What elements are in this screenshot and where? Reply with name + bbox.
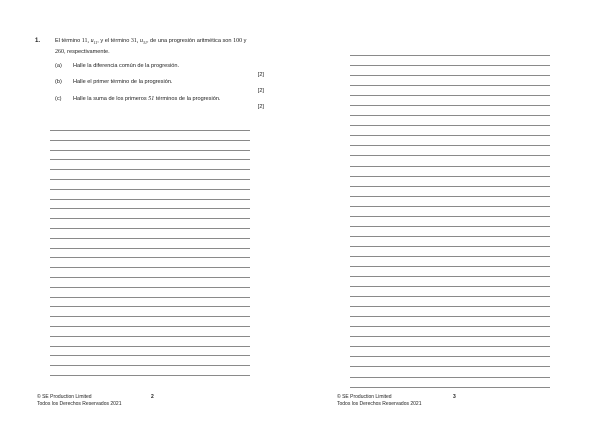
answer-line [50,218,250,219]
answer-line [50,130,250,131]
answer-line [50,365,250,366]
question-stem: El término 11, $u_{11}$, y el término 31, $u_{31}$, de una progresión aritmética son 100 y 260, respectivamente. [55,38,247,55]
answer-line [350,366,550,367]
answer-line [350,316,550,317]
answer-lines-right [350,55,550,397]
answer-line [350,145,550,146]
marks-b: [2] [257,88,264,94]
answer-line [50,336,250,337]
answer-line [50,267,250,268]
answer-line [350,377,550,378]
answer-line [350,387,550,388]
marks-c: [2] [257,104,264,110]
answer-line [50,316,250,317]
answer-line [50,169,250,170]
answer-line [350,55,550,56]
answer-line [50,326,250,327]
answer-line [50,208,250,209]
answer-line [350,115,550,116]
answer-line [350,286,550,287]
page-number-left: 2 [151,394,154,400]
answer-line [350,296,550,297]
answer-line [50,189,250,190]
footer-left: © SE Production Limited Todos los Derechos Reservados 2021 [37,394,122,407]
answer-line [350,326,550,327]
answer-lines-left [50,130,250,385]
answer-line [350,166,550,167]
answer-line [350,216,550,217]
answer-line [350,95,550,96]
answer-line [350,356,550,357]
answer-line [50,297,250,298]
answer-line [50,179,250,180]
answer-line [50,277,250,278]
answer-line [50,238,250,239]
page-left: 1. El término 11, $u_{11}$, y el término 31, $u_{31}$, de una progresión aritmética son 100 y 260, respectivamente. (a) Halle la diferencia común de la progresión. [2] (b) Halle el primer término de la progresión. [2] (c) Halle la suma de los primeros 51 términos de la progresión. [2] © SE Production Limited Todos los Derechos Reservados 2021 2 [0,0,300,424]
answer-line [350,135,550,136]
answer-line [350,336,550,337]
answer-line [350,256,550,257]
answer-line [50,228,250,229]
answer-line [50,159,250,160]
answer-line [50,248,250,249]
answer-line [350,186,550,187]
answer-line [50,346,250,347]
answer-line [350,236,550,237]
answer-line [50,355,250,356]
answer-line [350,75,550,76]
answer-line [50,199,250,200]
answer-line [350,206,550,207]
answer-line [350,266,550,267]
answer-line [350,196,550,197]
answer-line [350,246,550,247]
answer-line [350,155,550,156]
marks-a: [2] [257,72,264,78]
answer-line [350,306,550,307]
answer-line [50,375,250,376]
question-number: 1. [35,38,41,44]
answer-line [50,150,250,151]
answer-line [350,85,550,86]
answer-line [350,276,550,277]
answer-line [350,65,550,66]
answer-line [350,346,550,347]
answer-line [350,226,550,227]
answer-line [50,257,250,258]
answer-line [350,176,550,177]
answer-line [50,287,250,288]
page-right [300,0,600,424]
answer-line [50,306,250,307]
answer-line [50,140,250,141]
answer-line [350,105,550,106]
page-number-right: 3 [453,394,456,400]
answer-line [350,125,550,126]
footer-right: © SE Production Limited Todos los Derechos Reservados 2021 [337,394,422,407]
